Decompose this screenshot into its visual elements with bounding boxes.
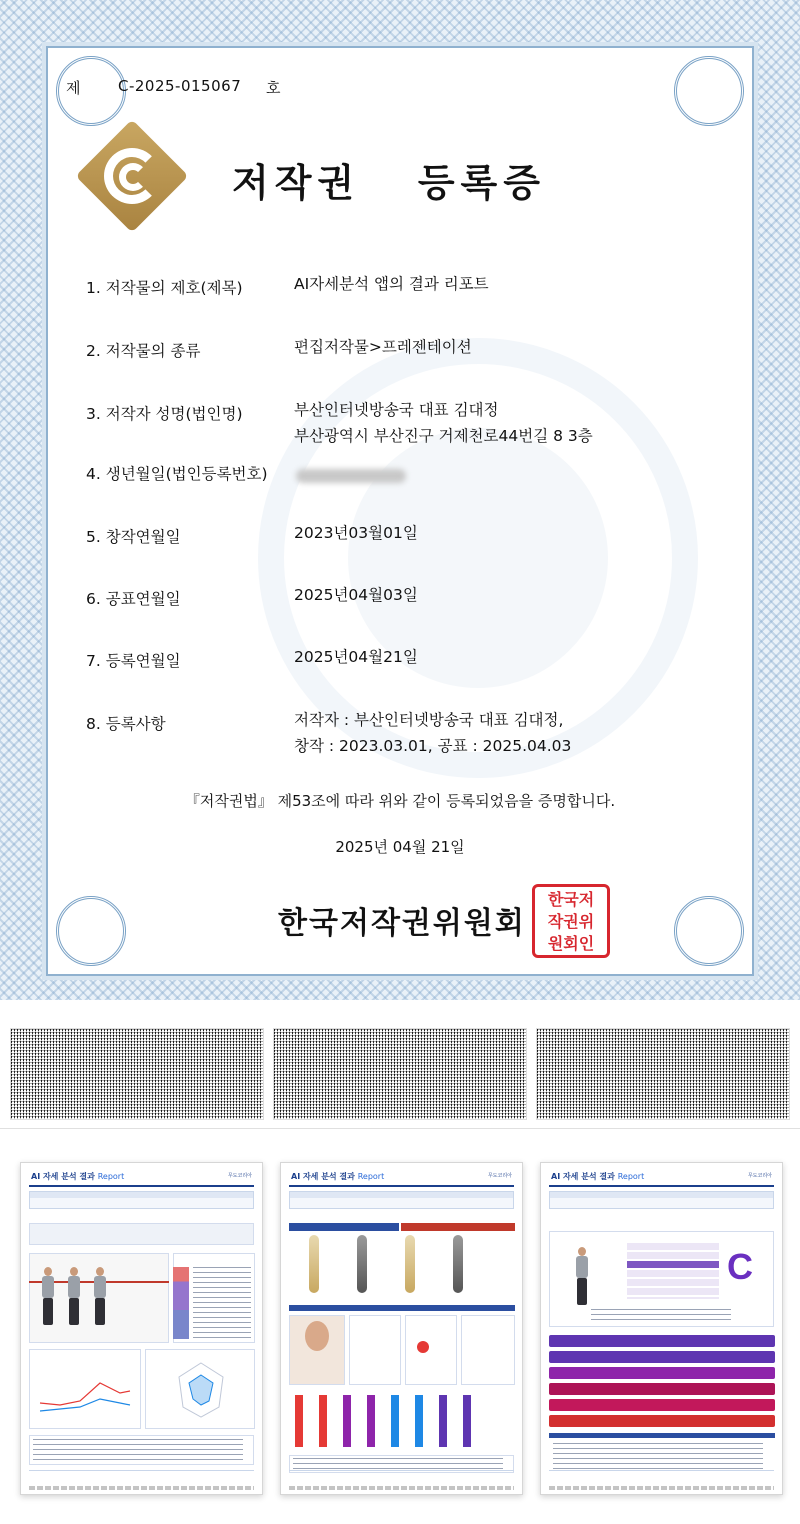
figure-front (573, 1247, 591, 1305)
info-table (549, 1191, 774, 1209)
certificate-number (66, 77, 281, 98)
score-scale (627, 1243, 719, 1299)
detail-line-1: 저작자 : 부산인터넷방송국 대표 김대정, (294, 711, 564, 729)
info-table (289, 1191, 514, 1209)
official-seal-stamp: 한국저 작권위 원회인 (532, 884, 610, 958)
security-barcode (273, 1028, 527, 1120)
figure-back (91, 1267, 109, 1325)
ornament-corner-icon (674, 896, 744, 966)
security-barcode (536, 1028, 790, 1120)
spine-analysis (349, 1315, 401, 1385)
report-title: AI 자세 분석 결과 Report (291, 1172, 385, 1181)
brand-label: 무도코리아 (747, 1173, 772, 1179)
info-table (29, 1191, 254, 1209)
hand-analysis (461, 1315, 515, 1385)
law-statement: 『저작권법』 제53조에 따라 위와 같이 등록되었음을 증명합니다. (184, 792, 616, 810)
security-barcode (10, 1028, 264, 1120)
brand-label: 무도코리아 (227, 1173, 252, 1179)
number-value: C-2025-015067 (118, 77, 242, 95)
report-page-thumbnail (20, 1162, 263, 1495)
trend-line-chart (35, 1363, 135, 1423)
neck-analysis (405, 1315, 457, 1385)
grade-badge: C (727, 1246, 753, 1287)
skeleton-simulation (303, 1235, 469, 1293)
detail-line-2: 창작 : 2023.03.01, 공표 : 2025.04.03 (294, 737, 572, 755)
redacted-value (296, 469, 406, 483)
ornament-corner-icon (674, 56, 744, 126)
report-page-thumbnail (540, 1162, 783, 1495)
brand-label: 무도코리아 (487, 1173, 512, 1179)
report-title: AI 자세 분석 결과 Report (551, 1172, 645, 1181)
issue-date: 2025년 04월 21일 (335, 838, 465, 856)
figure-side (65, 1267, 83, 1325)
certificate-frame: 제 C-2025-015067 호 저작권 등록증 1. 저작물의 제호(제목) AI자세분석 앱의 결과 리포트 2. 저작물의 종류 편집저작물>프레젠테이션 3. 저작자 성명(법인명) 부산인터넷방송국 대표 김대정 부산광역시 부산진구 거제천로44번길 8 3층 4. 생년월일(법인등록번호) 5. 창작연월일 2023년03월01일 6. 공표연월일 2025년04월03일 7. 등록연월일 2025년04월21일 8. 등록사항 저작자 : 부산인터넷방송국 대표 김대정, 창작 : 2023.03.01, 공표 : 2025.04.03 『저작권법』 제53조에 따라 위와 같이 등록되었음을 증명합니다. 2025년 04월 21일 한국저작권위원회 한국저 작권위 원회인 (0, 0, 800, 1000)
leg-alignment (295, 1395, 471, 1447)
summary-table (29, 1223, 254, 1245)
section-divider (0, 1128, 800, 1129)
author-name: 부산인터넷방송국 대표 김대정 (294, 401, 499, 419)
report-page-thumbnail (280, 1162, 523, 1495)
logo-c-inner (119, 163, 147, 191)
author-address: 부산광역시 부산진구 거제천로44번길 8 3층 (294, 427, 593, 445)
issuer-name: 한국저작권위원회 (278, 906, 526, 941)
figure-front (39, 1267, 57, 1325)
certificate-title: 저작권 등록증 (232, 161, 546, 205)
number-suffix: 호 (266, 79, 281, 97)
number-prefix: 제 (66, 79, 81, 97)
ornament-corner-icon (56, 896, 126, 966)
report-title: AI 자세 분석 결과 Report (31, 1172, 125, 1181)
